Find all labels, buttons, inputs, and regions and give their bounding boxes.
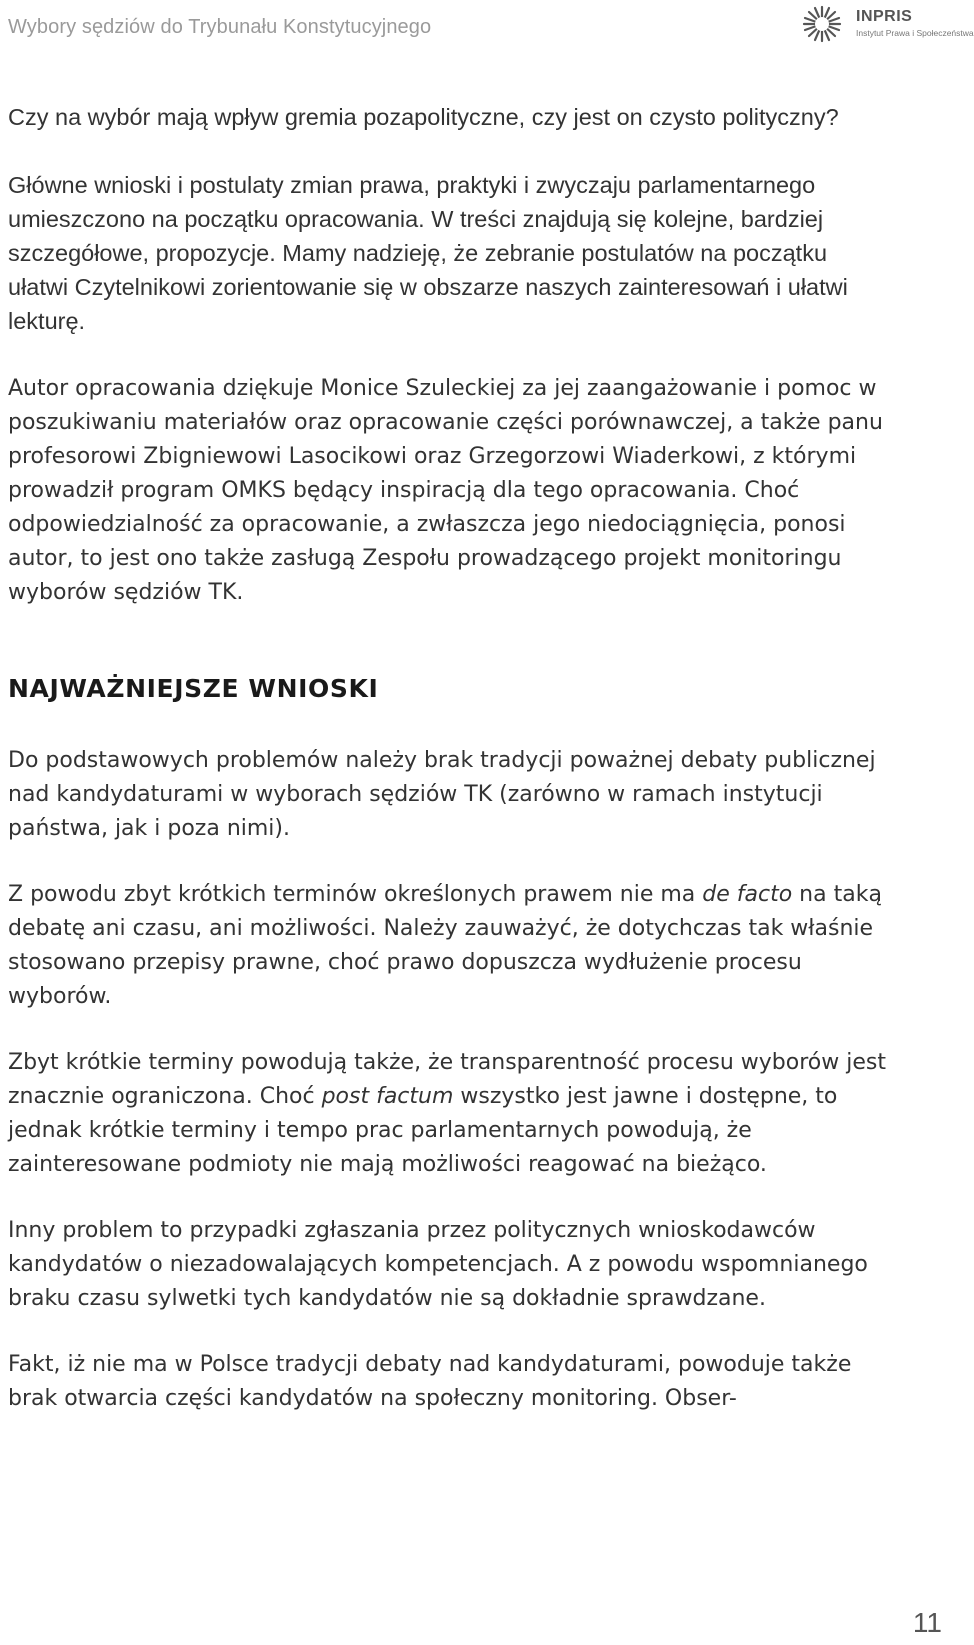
page-number: 11	[912, 1607, 942, 1638]
intro-paragraph-1: Czy na wybór mają wpływ gremia pozapolityczne, czy jest on czysto polityczny?	[8, 104, 839, 130]
conclusion-paragraph-3-end: wszystko jest jawne i dostępne, to jednak krótkie terminy i tempo prac parlamentarnych powodują, że zainteresowane podmioty nie mają możliwości reagować na bieżąco.	[8, 1084, 838, 1177]
page-header	[0, 0, 974, 56]
conclusion-paragraph-4: Inny problem to przypadki zgłaszania przez politycznych wnioskodawców kandydatów o niezadowalających kompetencjach. A z powodu wspomnianego braku czasu sylwetki tych kandydatów nie są dokładnie sprawdzane.	[8, 1218, 868, 1311]
conclusion-paragraph-1: Do podstawowych problemów należy brak tradycji poważnej debaty publicznej nad kandydaturami w wyborach sędziów TK (zarówno w ramach instytucji państwa, jak i poza nimi).	[8, 748, 876, 841]
conclusion-paragraph-2-italic: de facto	[702, 882, 793, 907]
conclusion-paragraph-2-end: na taką debatę ani czasu, ani możliwości. Należy zauważyć, że dotychczas tak właśnie stosowano przepisy prawne, choć prawo dopuszcza wydłużenie procesu wyborów.	[8, 882, 882, 1009]
conclusion-paragraph-5: Fakt, iż nie ma w Polsce tradycji debaty nad kandydaturami, powoduje także brak otwarcia części kandydatów na społeczny monitoring. Obser-	[8, 1352, 852, 1411]
page-content	[8, 100, 888, 1416]
logo-name: INPRIS	[856, 8, 913, 25]
conclusion-paragraph-3-start: Zbyt krótkie terminy powodują także, że transparentność procesu wyborów jest znacznie ograniczona. Choć	[8, 1050, 886, 1109]
conclusion-paragraph-3	[8, 1046, 888, 1182]
acknowledgements-paragraph: Autor opracowania dziękuje Monice Szuleckiej za jej zaangażowanie i pomoc w poszukiwaniu materiałów oraz opracowanie części porównawczej, a także panu profesorowi Zbigniewowi Lasocikowi oraz Grzegorzowi Wiaderkowi, z którymi prowadził program OMKS będący inspiracją dla tego opracowania. Choć odpowiedzialność za opracowanie, a zwłaszcza jego niedociągnięcia, ponosi autor, to jest ono także zasługą Zespołu prowadzącego projekt monitoringu wyborów sędziów TK.	[8, 376, 883, 605]
running-title: Wybory sędziów do Trybunału Konstytucyjnego	[8, 16, 432, 38]
sunburst-logo-icon	[800, 4, 850, 44]
logo-subtitle: Instytut Prawa i Społeczeństwa	[856, 28, 974, 38]
conclusion-paragraph-2	[8, 878, 888, 1014]
conclusion-paragraph-3-italic: post factum	[321, 1084, 454, 1109]
conclusion-paragraph-2-start: Z powodu zbyt krótkich terminów określonych prawem nie ma	[8, 882, 703, 907]
section-heading: NAJWAŻNIEJSZE WNIOSKI	[8, 674, 379, 703]
inpris-logo	[800, 4, 974, 44]
intro-paragraph-2: Główne wnioski i postulaty zmian prawa, praktyki i zwyczaju parlamentarnego umieszczono na początku opracowania. W treści znajdują się kolejne, bardziej szczegółowe, propozycje. Mamy nadzieję, że zebranie postulatów na początku ułatwi Czytelnikowi zorientowanie się w obszarze naszych zainteresowań i ułatwi lekturę.	[8, 172, 848, 334]
